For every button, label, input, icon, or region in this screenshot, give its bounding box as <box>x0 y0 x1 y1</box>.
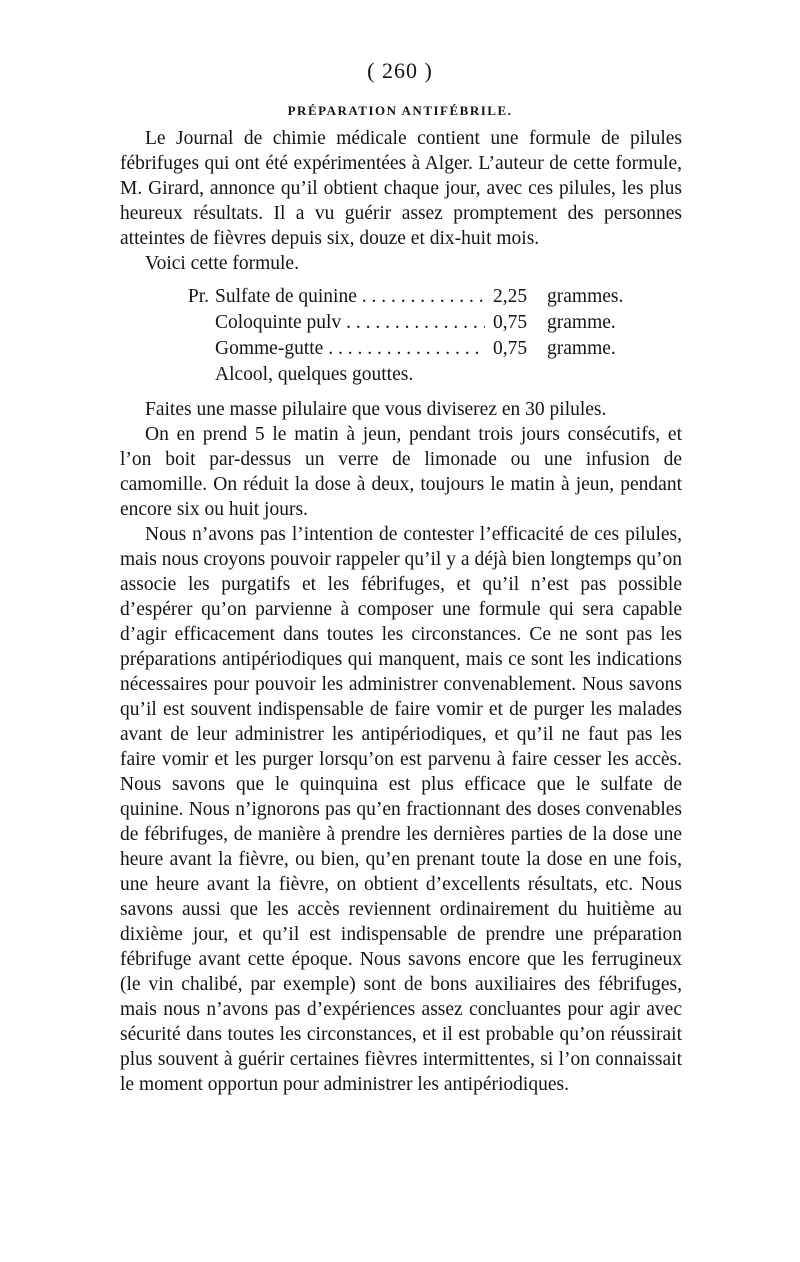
paragraph-intro: Le Journal de chimie médicale contient une formule de pilules fébrifuges qui ont été expérimentées à Alger. L’auteur de cette formule, M. Girard, annonce qu’il obtient chaque jour, avec ces pilules, les plus heureux résultats. Il a vu guérir assez promptement des personnes atteintes de fièvres depuis six, douze et dix-huit mois. <box>120 128 682 249</box>
recipe-ingredient: Gomme-gutte . . . <box>215 336 485 361</box>
recipe-ingredient: Coloquinte pulv . . . <box>215 310 485 335</box>
recipe-formula <box>120 284 682 388</box>
recipe-note: Alcool, quelques gouttes. <box>215 364 414 385</box>
recipe-row <box>120 284 682 310</box>
page-number: ( 260 ) <box>367 58 433 83</box>
recipe-amount: 0,75 <box>493 312 528 333</box>
recipe-unit: grammes. <box>547 286 624 307</box>
recipe-unit: gramme. <box>547 312 616 333</box>
recipe-unit: gramme. <box>547 338 616 359</box>
paragraph-commentary: Nous n’avons pas l’intention de contester l’efficacité de ces pilules, mais nous croyons pouvoir rappeler qu’il y a déjà bien longtemps qu’on associe les purgatifs et les fébrifuges, et qu’il n’est pas possible d’espérer qu’on parvienne à composer une formule qui sera capable d’agir efficacement dans toutes les circonstances. Ce ne sont pas les préparations antipériodiques qui manquent, mais ce sont les indications nécessaires pour pouvoir les administrer convenablement. Nous savons qu’il est souvent indispensable de faire vomir et de purger les malades avant de leur administrer les antipériodiques, et qu’il ne faut pas les faire vomir et les purger lorsqu’on est parvenu à faire cesser les accès. Nous savons que le quinquina est plus efficace que le sulfate de quinine. Nous n’ignorons pas qu’en fractionnant des doses convenables de fébrifuges, de manière à prendre les dernières parties de la dose une heure avant la fièvre, ou bien, qu’en prenant toute la dose en une fois, une heure avant la fièvre, on obtient d’excellents résultats, etc. Nous savons aussi que les accès reviennent ordinairement du huitième au dixième jour, et qu’il est indispensable de prendre une préparation fébrifuge avant cette époque. Nous savons encore que les ferrugineux (le vin chalibé, par exemple) sont de bons auxiliaires des fébrifuges, mais nous n’avons pas d’expériences assez concluantes pour agir avec sécurité dans toutes les circonstances, et il est probable qu’on réussirait plus souvent à guérir certaines fièvres intermittentes, si l’on connaissait le moment opportun pour administrer les antipériodiques. <box>120 524 682 1095</box>
page-body <box>120 126 682 1097</box>
recipe-amount: 0,75 <box>493 338 528 359</box>
section-title: PRÉPARATION ANTIFÉBRILE. <box>287 103 513 118</box>
paragraph-dosage: Faites une masse pilulaire que vous diviserez en 30 pilules. <box>145 399 607 420</box>
recipe-ingredient: Sulfate de quinine . . . <box>215 284 485 309</box>
recipe-note-row <box>120 362 682 388</box>
recipe-row <box>120 310 682 336</box>
paragraph-usage: On en prend 5 le matin à jeun, pendant trois jours consécutifs, et l’on boit par-dessus un verre de limonade ou une infusion de camomille. On réduit la dose à deux, toujours le matin à jeun, pendant encore six ou huit jours. <box>120 424 682 520</box>
recipe-amount: 2,25 <box>493 286 528 307</box>
paragraph-formula-intro: Voici cette formule. <box>145 253 299 274</box>
recipe-mark: Pr. <box>187 286 209 307</box>
recipe-row <box>120 336 682 362</box>
